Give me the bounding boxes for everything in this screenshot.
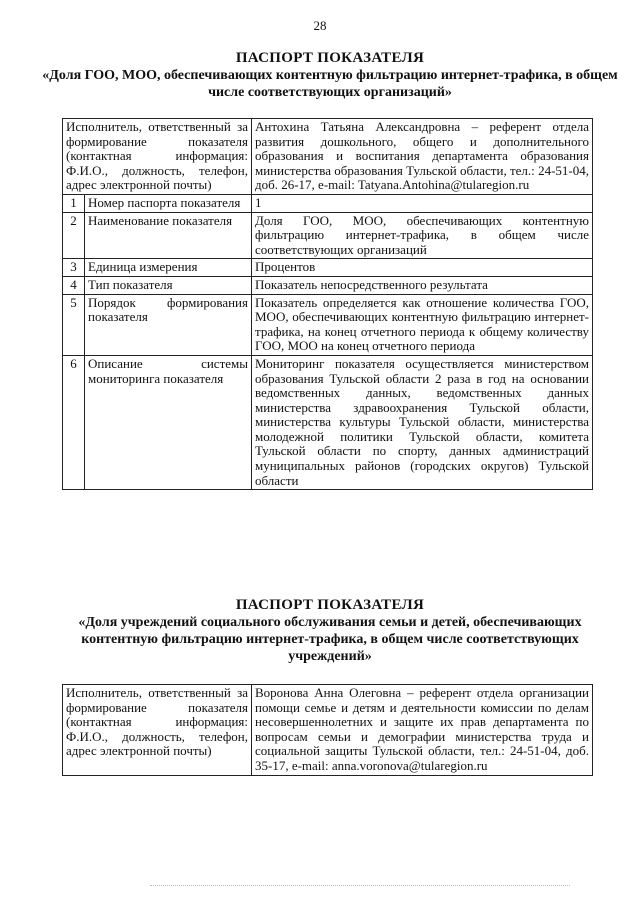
table-row <box>63 212 593 259</box>
section2-heading <box>40 597 620 665</box>
row-value: Показатель непосредственного результата <box>252 276 593 294</box>
section1-table <box>62 118 593 490</box>
row-number: 3 <box>63 259 85 277</box>
table-row <box>63 355 593 489</box>
table-row <box>63 194 593 212</box>
page-number: 28 <box>313 18 327 33</box>
row-label: Порядок формирования показателя <box>85 294 252 355</box>
executor-value: Воронова Анна Олеговна – референт отдела организации помощи семье и детям и деятельности комиссии по делам несовершеннолетних и защите их прав департамента по вопросам семьи и демографии министерства труда и социальной защиты Тульской области, тел.: 24-51-04, доб. 35-17, e-mail: anna.voronova@tularegion.ru <box>252 685 593 776</box>
row-label: Описание системы мониторинга показателя <box>85 355 252 489</box>
scan-artifact <box>150 885 570 888</box>
row-number: 2 <box>63 212 85 259</box>
row-number: 5 <box>63 294 85 355</box>
table-row <box>63 259 593 277</box>
row-number: 6 <box>63 355 85 489</box>
section1-heading <box>40 50 620 101</box>
row-label: Единица измерения <box>85 259 252 277</box>
row-number: 4 <box>63 276 85 294</box>
executor-row <box>63 685 593 776</box>
section2-title: ПАСПОРТ ПОКАЗАТЕЛЯ <box>235 597 425 613</box>
table-row <box>63 294 593 355</box>
row-number: 1 <box>63 194 85 212</box>
table-row <box>63 276 593 294</box>
executor-label: Исполнитель, ответственный за формирование показателя (контактная информация: Ф.И.О., должность, телефон, адрес электронной почты) <box>63 685 252 776</box>
row-label: Наименование показателя <box>85 212 252 259</box>
row-value: Доля ГОО, МОО, обеспечивающих контентную фильтрацию интернет-трафика, в общем числе соответствующих организаций <box>252 212 593 259</box>
executor-value: Антохина Татьяна Александровна – референт отдела развития дошкольного, общего и дополнительного образования и воспитания департамента образования министерства образования Тульской области, тел.: 24-51-04, доб. 26-17, e-mail: Tatyana.Antohina@tularegion.ru <box>252 119 593 195</box>
row-value: Показатель определяется как отношение количества ГОО, МОО, обеспечивающих контентную фильтрацию интернет-трафика, на конец отчетного периода к общему количеству ГОО, МОО на конец отчетного периода <box>252 294 593 355</box>
executor-row <box>63 119 593 195</box>
row-value: Мониторинг показателя осуществляется министерством образования Тульской области 2 раза в год на основании ведомственных данных, ведомственных данных министерства здравоохранения Тульской области, министерства культуры Тульской области, министерства молодежной политики Тульской области, комитета Тульской области по спорту, данных администраций муниципальных районов (городских округов) Тульской области <box>252 355 593 489</box>
row-label: Номер паспорта показателя <box>85 194 252 212</box>
row-value: Процентов <box>252 259 593 277</box>
section1-title: ПАСПОРТ ПОКАЗАТЕЛЯ <box>235 50 425 66</box>
section2-table <box>62 684 593 776</box>
row-value: 1 <box>252 194 593 212</box>
section1-subtitle: «Доля ГОО, МОО, обеспечивающих контентную фильтрацию интернет-трафика, в общем числе соответствующих организаций» <box>42 68 618 100</box>
executor-label: Исполнитель, ответственный за формирование показателя (контактная информация: Ф.И.О., должность, телефон, адрес электронной почты) <box>63 119 252 195</box>
row-label: Тип показателя <box>85 276 252 294</box>
section2-subtitle: «Доля учреждений социального обслуживания семьи и детей, обеспечивающих контентную фильтрацию интернет-трафика, в общем числе соответствующих учреждений» <box>78 615 582 664</box>
